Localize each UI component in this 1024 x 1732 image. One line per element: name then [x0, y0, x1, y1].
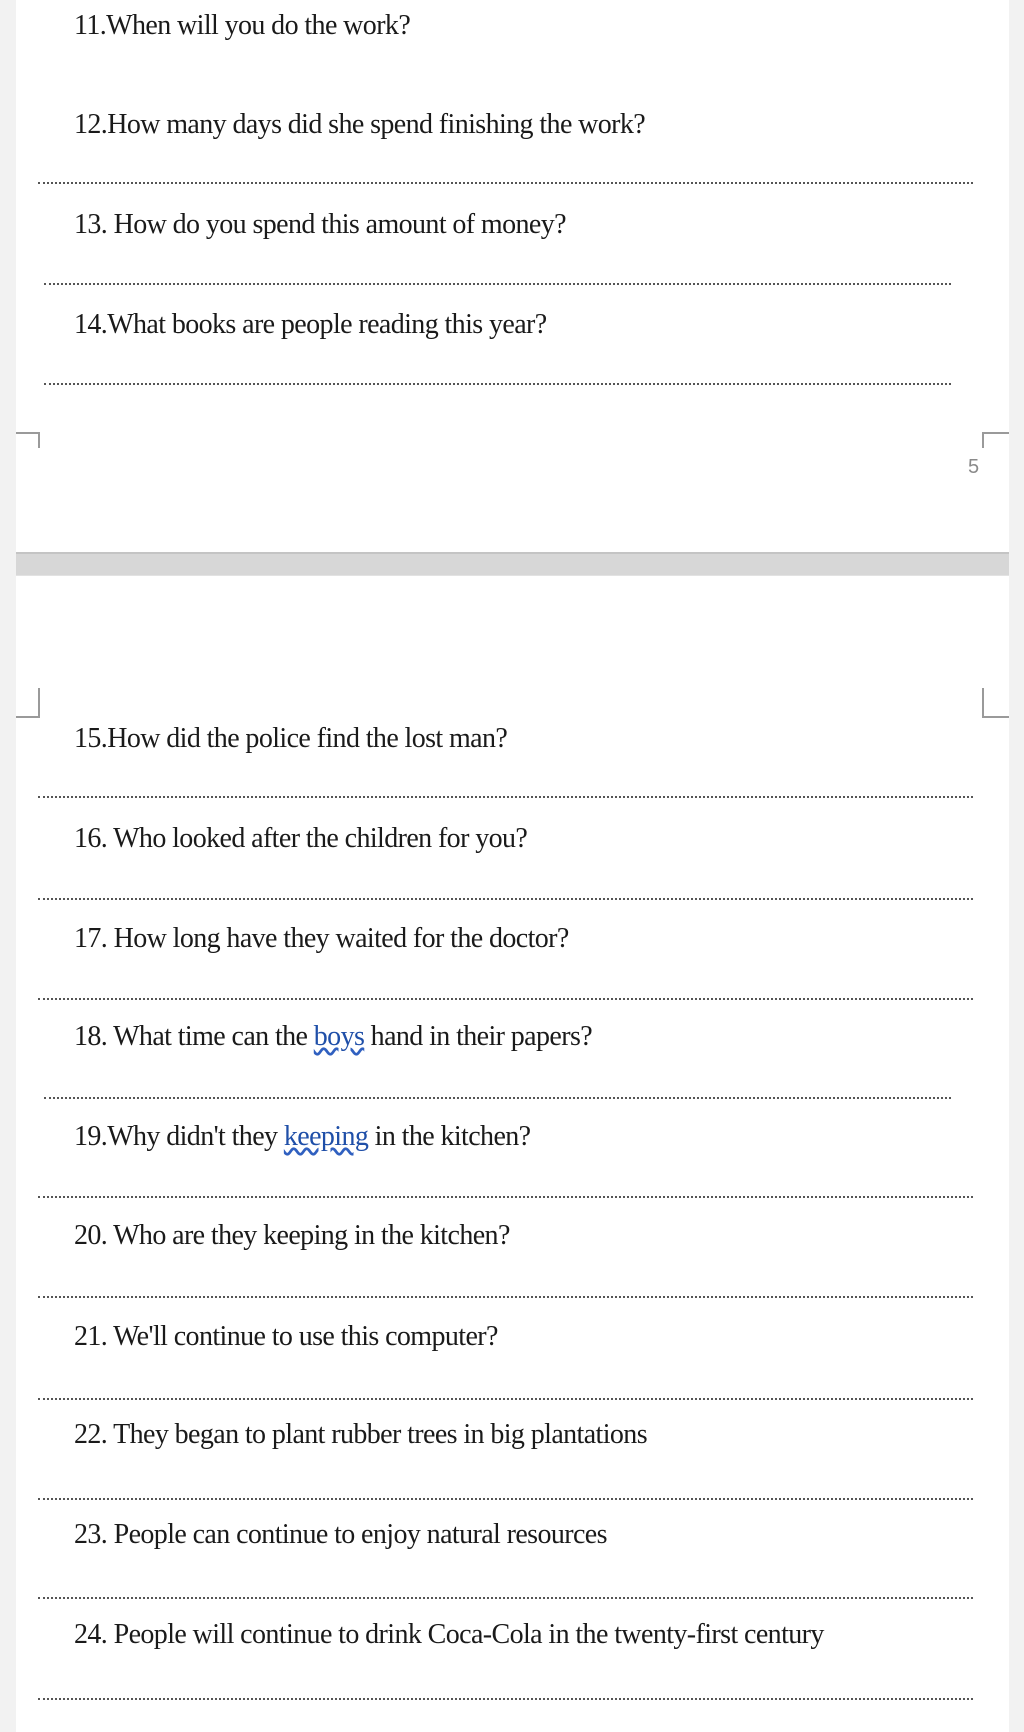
- question-12[interactable]: 12.How many days did she spend finishing the work?: [74, 109, 646, 140]
- answer-line-15: [38, 796, 973, 798]
- question-23[interactable]: 23. People can continue to enjoy natural resources: [74, 1519, 607, 1550]
- answer-line-21: [38, 1398, 973, 1400]
- question-16[interactable]: 16. Who looked after the children for you?: [74, 823, 528, 854]
- text-boundary-corner-bottom-left: [16, 432, 40, 448]
- right-margin-background: [1009, 0, 1024, 1732]
- question-21[interactable]: 21. We'll continue to use this computer?: [74, 1321, 498, 1352]
- text-boundary-corner-top-right: [982, 688, 1009, 718]
- page-number: 5: [968, 456, 980, 478]
- answer-line-19: [38, 1196, 973, 1198]
- left-margin-background: [0, 0, 16, 1732]
- question-18-text-end: hand in their papers?: [364, 1021, 593, 1052]
- question-17[interactable]: 17. How long have they waited for the doctor?: [74, 923, 569, 954]
- question-19-text-start: 19.Why didn't they: [74, 1121, 284, 1152]
- spelling-flagged-word[interactable]: boys: [313, 1021, 365, 1052]
- answer-line-22: [38, 1498, 973, 1500]
- question-13[interactable]: 13. How do you spend this amount of money?: [74, 209, 566, 240]
- question-15[interactable]: 15.How did the police find the lost man?: [74, 723, 508, 754]
- answer-line-20: [38, 1296, 973, 1298]
- question-24[interactable]: 24. People will continue to drink Coca-Cola in the twenty-first century: [74, 1619, 824, 1650]
- answer-line-23: [38, 1597, 973, 1599]
- question-22[interactable]: 22. They began to plant rubber trees in big plantations: [74, 1419, 648, 1450]
- text-boundary-corner-bottom-right: [982, 432, 1009, 448]
- question-14[interactable]: 14.What books are people reading this year?: [74, 309, 547, 340]
- answer-line-12: [38, 182, 973, 184]
- answer-line-24: [38, 1698, 973, 1700]
- question-18-text-start: 18. What time can the: [74, 1021, 314, 1052]
- answer-line-13: [44, 283, 951, 285]
- text-boundary-corner-top-left: [16, 688, 40, 718]
- question-11[interactable]: 11.When will you do the work?: [74, 10, 411, 41]
- question-20[interactable]: 20. Who are they keeping in the kitchen?: [74, 1220, 510, 1251]
- document-page-upper[interactable]: [16, 0, 1009, 552]
- answer-line-17: [38, 998, 973, 1000]
- document-page-lower[interactable]: [16, 576, 1009, 1732]
- question-18[interactable]: [74, 1020, 592, 1054]
- answer-line-18: [44, 1097, 951, 1099]
- question-19-text-end: in the kitchen?: [368, 1121, 531, 1152]
- answer-line-14: [44, 383, 951, 385]
- page-break-gap: [16, 552, 1009, 576]
- grammar-flagged-word[interactable]: keeping: [283, 1121, 369, 1152]
- question-19[interactable]: [74, 1120, 531, 1154]
- answer-line-16: [38, 898, 973, 900]
